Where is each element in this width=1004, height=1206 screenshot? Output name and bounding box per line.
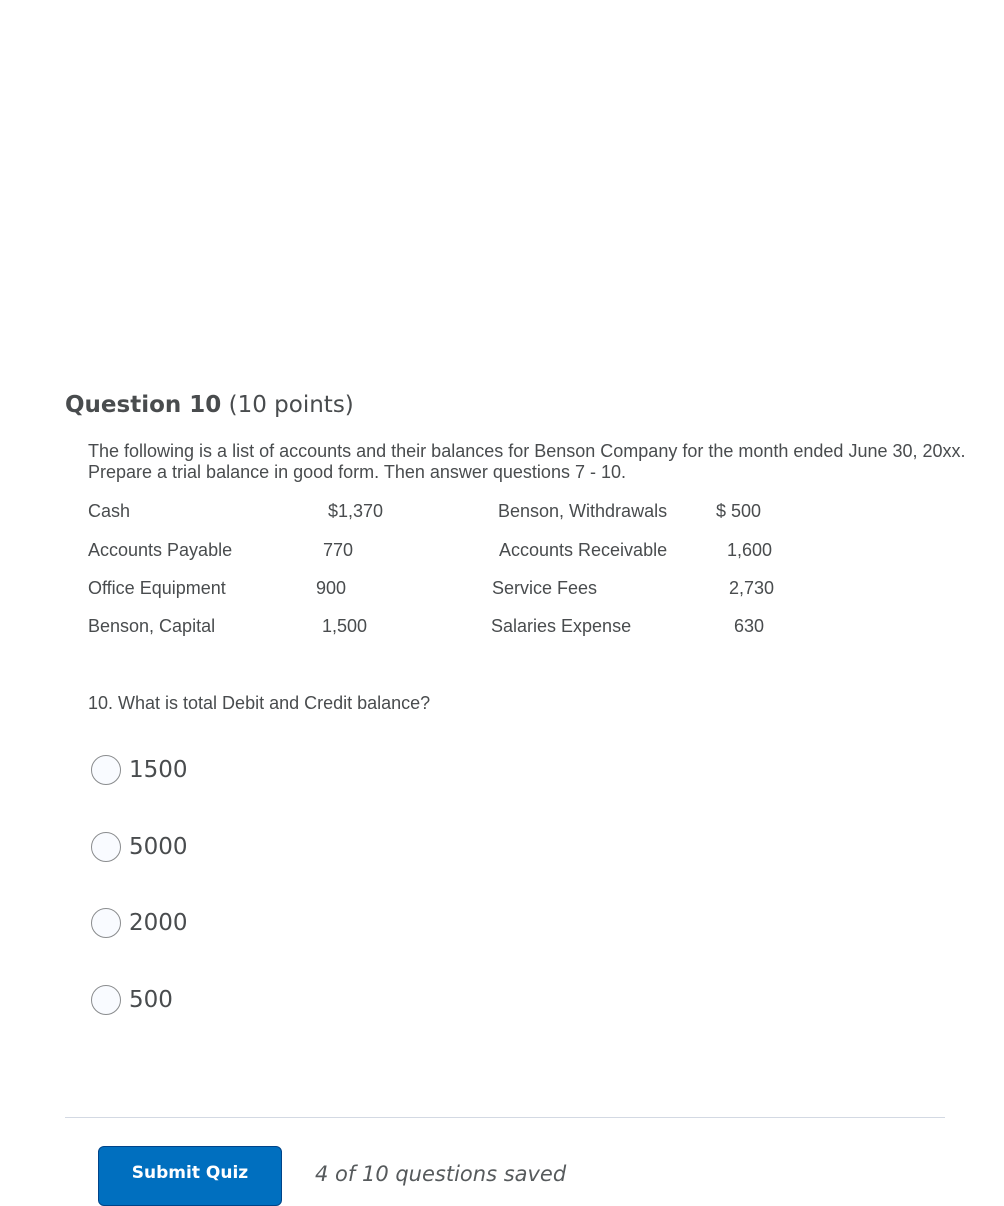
answer-option-label: 500 [129,987,173,1013]
account-name: Cash [88,501,131,521]
submit-quiz-button[interactable]: Submit Quiz [98,1146,282,1206]
save-status: 4 of 10 questions saved [315,1162,567,1186]
answer-option[interactable] [91,753,188,787]
account-name: Benson, Withdrawals [498,501,668,521]
answer-option[interactable] [91,906,188,940]
answer-option-label: 1500 [129,757,188,783]
account-amount: 2,730 [729,578,775,598]
account-name: Office Equipment [88,578,226,598]
answer-option-label: 5000 [129,834,188,860]
question-intro: The following is a list of accounts and their balances for Benson Company for the month ended June 30, 20xx. Prepare a trial balance in good form. Then answer questions 7 - 10. [88,441,966,482]
account-amount: 630 [734,616,765,636]
question-points: (10 points) [228,392,354,418]
radio-button[interactable] [91,908,121,938]
radio-button[interactable] [91,832,121,862]
account-amount: $1,370 [328,501,384,521]
answer-option[interactable] [91,983,173,1017]
account-amount: $ 500 [716,501,762,521]
account-amount: 900 [316,578,347,598]
account-name: Accounts Payable [88,540,233,560]
account-name: Salaries Expense [491,616,632,636]
account-name: Accounts Receivable [499,540,668,560]
account-name: Service Fees [492,578,598,598]
answer-option[interactable] [91,830,188,864]
footer-divider [65,1117,945,1118]
question-prompt: 10. What is total Debit and Credit balance? [88,693,431,713]
question-title: Question 10 [65,392,222,418]
question-header [65,392,354,418]
account-amount: 1,600 [727,540,773,560]
account-name: Benson, Capital [88,616,216,636]
radio-button[interactable] [91,755,121,785]
radio-button[interactable] [91,985,121,1015]
account-amount: 1,500 [322,616,368,636]
account-amount: 770 [323,540,354,560]
answer-option-label: 2000 [129,910,188,936]
